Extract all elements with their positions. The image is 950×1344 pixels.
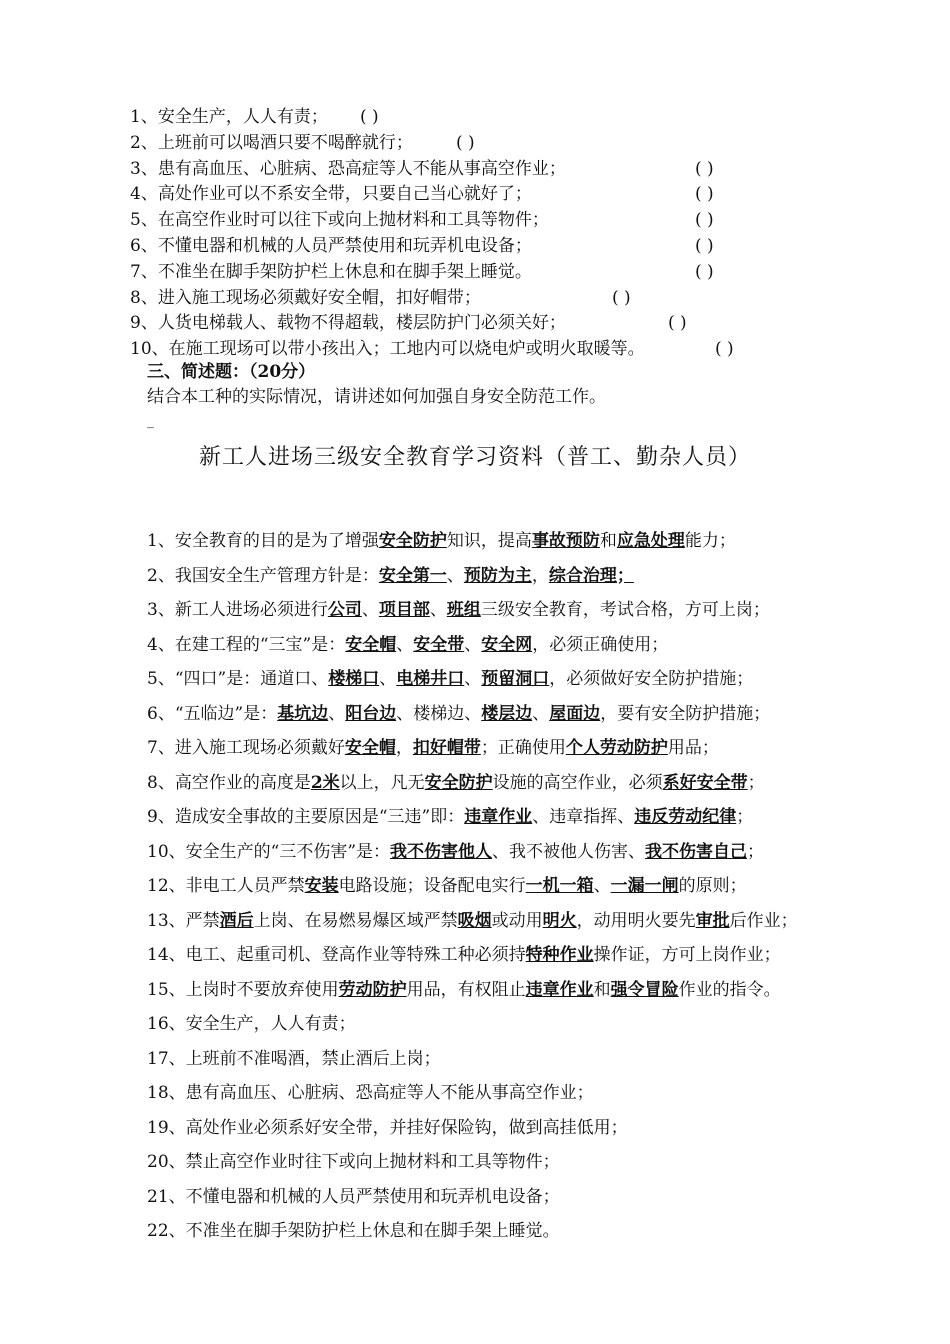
item-text: 16、安全生产，人人有责； (147, 1014, 356, 1034)
question-text: 6、不懂电器和机械的人员严禁使用和玩弄机电设备； (130, 236, 532, 256)
item-text: 、 (379, 669, 397, 689)
item-text: 上岗、在易燃易爆区域严禁 (253, 910, 458, 931)
answer-parentheses: ( ) (695, 210, 714, 231)
item-text: ， (395, 738, 413, 758)
question-text: 10、在施工现场可以带小孩出入；工地内可以烧电炉或明火取暖等。 (130, 339, 645, 360)
item-text: 、我不被他人伤害、 (492, 841, 646, 862)
item-text: 、违章指挥、 (532, 807, 635, 827)
key-term: 安全网 (481, 634, 533, 655)
item-text: 知识，提高 (446, 531, 532, 551)
answer-parentheses: ( ) (612, 287, 631, 308)
item-text: 、 (361, 600, 379, 620)
document-title: 新工人进场三级安全教育学习资料（普工、勤杂人员） (198, 445, 751, 470)
answer-parentheses: ( ) (695, 158, 714, 179)
item-text: 1、安全教育的目的是为了增强 (147, 531, 379, 551)
true-false-question (130, 287, 631, 308)
true-false-question (130, 107, 379, 127)
item-text: 19、高处作业必须系好安全带，并挂好保险钩，做到高挂低用； (147, 1117, 628, 1138)
item-text: 、 (396, 634, 414, 655)
study-item (147, 530, 736, 552)
item-text: 14、电工、起重司机、登高作业等特殊工种必须持 (147, 945, 526, 965)
item-text: 7、进入施工现场必须戴好 (147, 738, 345, 758)
key-term: 屋面边 (549, 703, 601, 724)
key-term: 安全第一 (378, 565, 447, 586)
item-text: 设施的高空作业，必须 (492, 772, 663, 793)
item-text: ，动用明火要先 (576, 910, 696, 931)
item-text: 用品； (667, 738, 719, 758)
key-term: 2米 (310, 772, 340, 793)
question-text: 5、在高空作业时可以往下或向上抛材料和工具等物件； (130, 210, 549, 231)
item-text: 5、“四口”是：通道口、 (147, 669, 329, 689)
item-text: 、 (593, 876, 611, 896)
question-text: 8、进入施工现场必须戴好安全帽，扣好帽带； (130, 287, 481, 308)
item-text: 、 (464, 669, 482, 689)
item-text: 能力； (684, 531, 736, 551)
study-item (147, 599, 770, 621)
item-text: ，要有安全防护措施； (600, 703, 771, 724)
study-item (147, 979, 781, 1001)
key-term: 我不伤害自己 (645, 841, 748, 862)
key-term: 综合治理； (548, 565, 634, 586)
true-false-question (130, 184, 714, 205)
key-term: 明火 (542, 910, 577, 931)
study-item (147, 806, 753, 828)
key-term: 阳台边 (345, 703, 397, 724)
key-term: 安全带 (413, 634, 465, 655)
question-text: 1、安全生产，人人有责； (130, 107, 328, 127)
study-item (147, 1048, 441, 1070)
item-text: 操作证，方可上岗作业； (593, 945, 781, 965)
item-text: 20、禁止高空作业时往下或向上抛材料和工具等物件； (147, 1152, 560, 1172)
key-term: 我不伤害他人 (390, 841, 493, 862)
question-text: 9、人货电梯载人、载物不得超载，楼层防护门必须关好； (130, 313, 566, 334)
item-text: 22、不准坐在脚手架防护栏上休息和在脚手架上睡觉。 (147, 1221, 560, 1241)
key-term: 班组 (446, 600, 481, 620)
question-text: 2、上班前可以喝酒只要不喝醉就行； (130, 132, 413, 153)
question-text: 4、高处作业可以不系安全带，只要自己当心就好了； (130, 184, 532, 205)
key-term: 违章作业 (525, 979, 594, 1000)
key-term: 劳动防护 (338, 979, 407, 1000)
item-text: ， (531, 565, 549, 586)
section-three-prompt: 结合本工种的实际情况，请讲述如何加强自身安全防范工作。 (147, 387, 606, 407)
item-text: 作业的指令。 (678, 979, 781, 1000)
key-term: 强令冒险 (610, 979, 679, 1000)
study-item (147, 737, 719, 759)
study-item (147, 1117, 628, 1139)
item-text: 和 (593, 979, 611, 1000)
true-false-question (130, 158, 714, 179)
item-text: 15、上岗时不要放弃使用 (147, 979, 339, 1000)
key-term: 公司 (327, 600, 362, 620)
item-text: 17、上班前不准喝酒，禁止酒后上岗； (147, 1048, 441, 1069)
study-item (147, 841, 764, 863)
study-item (147, 1220, 560, 1242)
item-text: 、 (328, 703, 346, 724)
key-term: 基坑边 (277, 703, 329, 724)
item-text: 的原则； (678, 876, 747, 896)
key-term: 安全防护 (424, 772, 493, 793)
answer-blank: _ (147, 413, 154, 429)
answer-parentheses: ( ) (360, 107, 379, 127)
key-term: 预防为主 (463, 565, 532, 586)
key-term: 特种作业 (525, 945, 594, 965)
key-term: 事故预防 (531, 531, 600, 551)
key-term: 系好安全带 (662, 772, 748, 793)
item-text: 8、高空作业的高度是 (147, 772, 311, 793)
key-term: 电梯井口 (396, 669, 465, 689)
study-item (147, 565, 634, 587)
key-term: 安全帽 (345, 634, 397, 655)
item-text: 2、我国安全生产管理方针是： (147, 565, 379, 586)
true-false-question (130, 210, 714, 231)
item-text: 12、非电工人员严禁 (147, 876, 305, 896)
true-false-question (130, 236, 714, 256)
item-text: ，必须正确使用； (532, 634, 669, 655)
study-item (147, 1013, 356, 1035)
item-text: 、 (429, 600, 447, 620)
answer-parentheses: ( ) (695, 236, 714, 256)
item-text: 6、“五临边”是： (147, 703, 278, 724)
item-text: 3、新工人进场必须进行 (147, 600, 328, 620)
key-term: 一漏一闸 (610, 876, 679, 896)
item-text: 电路设施；设备配电实行 (338, 876, 526, 896)
item-text: 、 (532, 703, 550, 724)
key-term: 一机一箱 (525, 876, 594, 896)
answer-parentheses: ( ) (715, 339, 734, 360)
answer-parentheses: ( ) (695, 184, 714, 205)
item-text: 以上，凡无 (339, 772, 425, 793)
key-term: 应急处理 (616, 531, 685, 551)
key-term: 楼梯口 (328, 669, 380, 689)
answer-parentheses: ( ) (456, 132, 475, 153)
item-text: ，必须做好安全防护措施； (549, 669, 754, 689)
study-item (147, 1186, 560, 1208)
key-term: 吸烟 (457, 910, 492, 931)
key-term: 违章作业 (464, 807, 533, 827)
answer-parentheses: ( ) (695, 261, 714, 282)
study-item (147, 668, 753, 690)
section-three-title: 三、简述题：（20分） (147, 362, 316, 382)
question-text: 7、不准坐在脚手架防护栏上休息和在脚手架上睡觉。 (130, 261, 532, 282)
key-term: 个人劳动防护 (565, 738, 668, 758)
item-text: 和 (599, 531, 617, 551)
key-term: 酒后 (219, 910, 254, 931)
item-text: 或动用 (491, 910, 543, 931)
study-item (147, 772, 765, 794)
item-text: 三级安全教育，考试合格，方可上岗； (480, 600, 770, 620)
true-false-question (130, 261, 714, 282)
answer-parentheses: ( ) (668, 313, 687, 334)
key-term: 扣好 (412, 738, 447, 758)
item-text: 后作业； (729, 910, 798, 931)
item-text: ； (747, 772, 765, 793)
study-item (147, 703, 770, 725)
study-item (147, 944, 781, 966)
key-term: 安全防护 (378, 531, 447, 551)
item-text: 、 (446, 565, 464, 586)
item-text: 10、安全生产的“三不伤害”是： (147, 841, 391, 862)
key-term: 项目部 (378, 600, 430, 620)
key-term: 违反劳动纪律 (634, 807, 737, 827)
item-text: 4、在建工程的“三宝”是： (147, 634, 346, 655)
item-text: 9、造成安全事故的主要原因是“三违”即： (147, 807, 465, 827)
key-term: 帽带 (446, 738, 481, 758)
item-text: 18、患有高血压、心脏病、恐高症等人不能从事高空作业； (147, 1083, 594, 1103)
item-text: 13、严禁 (147, 910, 220, 931)
study-item (147, 910, 798, 932)
key-term: 审批 (695, 910, 730, 931)
true-false-question (130, 132, 475, 153)
item-text: ； (747, 841, 765, 862)
item-text: 、楼梯边、 (396, 703, 482, 724)
study-item (147, 875, 747, 897)
true-false-question (130, 313, 687, 334)
item-text: 、 (464, 634, 482, 655)
key-term: 安装 (304, 876, 339, 896)
key-term: 预留洞口 (481, 669, 550, 689)
study-item (147, 634, 668, 656)
key-term: 安全帽 (344, 738, 396, 758)
item-text: ；正确使用 (480, 738, 566, 758)
study-item (147, 1151, 560, 1173)
key-term: 楼层边 (481, 703, 533, 724)
study-item (147, 1082, 594, 1104)
item-text: 用品，有权阻止 (406, 979, 526, 1000)
item-text: ； (736, 807, 754, 827)
question-text: 3、患有高血压、心脏病、恐高症等人不能从事高空作业； (130, 158, 566, 179)
item-text: 21、不懂电器和机械的人员严禁使用和玩弄机电设备； (147, 1186, 560, 1207)
